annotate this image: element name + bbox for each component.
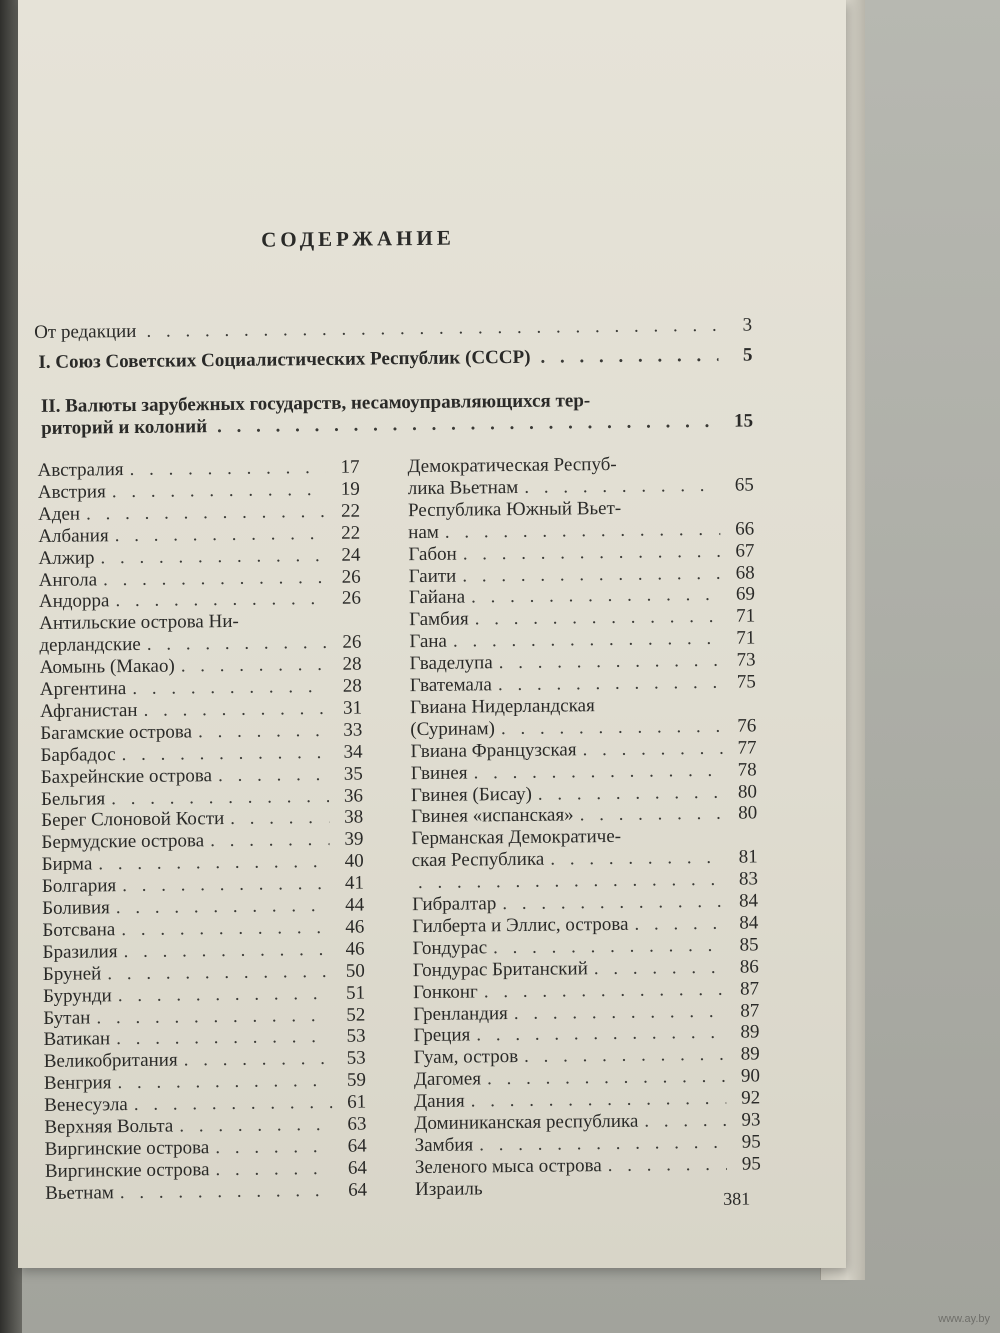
toc-entry-page: 73 [736, 649, 756, 671]
toc-entry-page: 22 [340, 500, 361, 522]
toc-entry-label: Великобритания [43, 1049, 178, 1073]
toc-entry-label: Доминиканская республика [414, 1110, 639, 1135]
toc-entry-label: Андорра [38, 590, 110, 613]
toc-entry-label: Виргинские острова [44, 1159, 210, 1182]
toc-entry-label: лика Вьетнам [407, 476, 519, 499]
leader-dots [134, 1092, 333, 1116]
leader-dots [210, 829, 330, 852]
toc-entry-label: Гилберта и Эллис, острова [412, 913, 629, 937]
toc-entry-label: Демократическая Респуб- [407, 453, 617, 478]
leader-dots [476, 1022, 725, 1047]
toc-entry-label: ская Республика [411, 848, 545, 872]
toc-entry-page: 84 [739, 890, 759, 912]
leader-dots [538, 781, 723, 805]
leader-dots [580, 803, 724, 827]
leader-dots [644, 1110, 726, 1133]
toc-entry-label: Дания [414, 1090, 465, 1113]
leader-dots [473, 759, 722, 784]
toc-entry-page: 63 [347, 1113, 367, 1135]
toc-entry-page: 28 [342, 675, 362, 697]
toc-entry-page: 86 [739, 956, 759, 978]
toc-entry-page: 22 [341, 522, 361, 544]
toc-entry-page: 36 [343, 785, 364, 807]
toc-entry-page: 50 [345, 960, 365, 982]
leader-dots [98, 851, 330, 875]
leader-dots [122, 873, 330, 897]
leader-dots [215, 1136, 333, 1159]
toc-entry-label: Республика Южный Вьет- [407, 497, 622, 521]
toc-entry-label: Аргентина [39, 678, 127, 700]
toc-entry-label: Верхняя Вольта [44, 1115, 174, 1138]
toc-entry-page: 93 [741, 1109, 761, 1131]
leader-dots [115, 523, 327, 547]
page-content [11, 0, 852, 1272]
leader-dots [86, 501, 326, 526]
toc-entry-label: Габон [408, 543, 457, 565]
toc-entry-page: 44 [345, 894, 365, 916]
toc-entry-label: Германская Демократиче- [411, 826, 622, 850]
toc-entry-page: 80 [737, 780, 758, 803]
toc-entry-label: нам [408, 521, 439, 543]
toc-entry-label: Дагомея [413, 1068, 482, 1091]
toc-entry-page: 77 [737, 737, 757, 759]
toc-entry-page: 89 [740, 1043, 760, 1065]
toc-entry-label: Австрия [37, 481, 106, 503]
leader-dots [121, 917, 330, 941]
toc-entry-label: Венесуэла [44, 1094, 128, 1117]
toc-entry-page: 39 [344, 828, 364, 851]
toc-entry-label: Антильские острова Ни- [39, 611, 239, 635]
toc-entry-page: 46 [345, 938, 365, 960]
leader-dots [471, 584, 721, 609]
leader-dots [181, 654, 328, 678]
toc-entry-page: 64 [348, 1179, 368, 1201]
toc-entry-label: Гватемала [409, 674, 493, 697]
leader-dots [484, 978, 725, 1003]
watermark: www.ay.by [938, 1313, 990, 1325]
toc-entry-label: Бермудские острова [41, 830, 205, 854]
toc-entry-ussr [38, 344, 752, 373]
toc-entry-label: Аомынь (Макао) [39, 655, 175, 679]
toc-entry-label: Багамские острова [40, 721, 193, 744]
leader-dots [121, 742, 328, 766]
toc-entry-page: 28 [342, 653, 362, 675]
leader-dots [215, 1158, 333, 1181]
toc-entry-page: 61 [347, 1091, 367, 1113]
leader-dots [116, 1026, 332, 1050]
toc-entry-page: 3 [742, 314, 753, 336]
toc-entry-label: Гана [409, 630, 448, 653]
toc-entry-label: Зеленого мыса острова [414, 1154, 602, 1178]
leader-dots [475, 606, 722, 631]
toc-entry-label: Гвиана Французская [410, 739, 577, 762]
leader-dots [453, 628, 722, 653]
toc-entry-page: 40 [344, 850, 364, 872]
toc-entry-label: Гондурас [412, 937, 488, 959]
leader-dots [184, 1048, 332, 1072]
toc-entry-label: Бахрейнские острова [40, 764, 213, 788]
leader-dots [462, 562, 721, 587]
toc-entry-page: 64 [347, 1135, 367, 1157]
leader-dots [107, 961, 331, 985]
toc-entry-label: Ватикан [43, 1028, 111, 1051]
toc-entry-page: 31 [342, 697, 363, 719]
toc-entry-label: риторий и колоний [41, 416, 208, 439]
leader-dots [230, 807, 329, 830]
toc-entry-page: 15 [733, 410, 754, 432]
toc-entry-label: Гвинея «испанская» [411, 804, 574, 828]
page-number: 381 [723, 1188, 751, 1209]
toc-entry-label: Бразилия [42, 940, 118, 963]
toc-entry-label: Гвинея (Бисау) [410, 783, 532, 806]
toc-entry-page: 95 [741, 1153, 761, 1175]
toc-entry-page: 35 [343, 763, 363, 785]
toc-entry-page: 38 [344, 806, 364, 829]
toc-entry-page: 53 [346, 1047, 366, 1070]
toc-entry-label: Гвинея [410, 762, 468, 784]
leader-dots [502, 891, 724, 915]
toc-entry-label: Австралия [37, 459, 124, 481]
toc-entry-page: 17 [340, 456, 360, 478]
toc-entry-label: Ботсвана [42, 919, 116, 941]
toc-entry-page: 92 [741, 1087, 761, 1109]
toc-entry [45, 1179, 367, 1204]
toc-entry-page: 89 [740, 1021, 760, 1044]
toc-entry-label: Гамбия [409, 608, 469, 631]
toc-entry-label: От редакции [34, 320, 137, 343]
leader-dots [463, 540, 721, 565]
toc-entry-label: Гуам, остров [413, 1046, 519, 1069]
toc-entry-label: Гонконг [412, 980, 478, 1003]
leader-dots [634, 913, 724, 936]
leader-dots [100, 545, 326, 569]
toc-entry-label: Бельгия [40, 787, 106, 810]
toc-entry-page: 75 [736, 671, 756, 693]
toc-entry-label: Гаити [408, 565, 457, 587]
toc-entry-label: Бирма [41, 853, 93, 876]
toc-entry-label: Алжир [38, 546, 95, 569]
leader-dots [594, 956, 725, 979]
toc-entry-label: Гибралтар [412, 893, 497, 916]
toc-entry-page: 85 [739, 934, 759, 956]
toc-entry-page: 76 [737, 715, 757, 737]
toc-entry-page: 26 [342, 631, 362, 653]
leader-dots [146, 315, 718, 343]
toc-entry-page: 64 [347, 1157, 368, 1179]
leader-dots [147, 632, 328, 656]
toc-entry-page: 5 [742, 344, 753, 366]
toc-entry-page: 65 [734, 474, 754, 496]
leader-dots [608, 1154, 727, 1177]
toc-entry-page: 71 [736, 627, 756, 649]
leader-dots [117, 1070, 332, 1094]
toc-entry-label: (Суринам) [410, 717, 496, 740]
leader-dots [524, 475, 720, 499]
leader-dots [501, 716, 723, 740]
leader-dots [112, 479, 326, 503]
toc-entry-foreign-line1: II. Валюты зарубежных государств, несамоуправляющихся тер- [40, 390, 591, 417]
toc-entry-page: 41 [344, 872, 365, 894]
leader-dots [132, 676, 328, 700]
page-title: СОДЕРЖАНИЕ [261, 225, 455, 252]
toc-entry-page: 83 [738, 868, 759, 890]
toc-entry-label: Замбия [414, 1134, 474, 1156]
toc-entry-label: Венгрия [43, 1072, 112, 1095]
leader-dots [445, 519, 721, 544]
leader-dots [111, 785, 329, 809]
toc-entry-label: Боливия [42, 897, 110, 919]
toc-entry-page: 59 [346, 1069, 367, 1091]
leader-dots [217, 411, 719, 438]
toc-entry-page: 33 [343, 719, 363, 741]
toc-entry-label: Бутан [43, 1006, 91, 1029]
toc-entry-page: 53 [346, 1025, 366, 1048]
toc-entry-label: Афганистан [39, 699, 138, 722]
toc-entry-page: 67 [735, 540, 755, 562]
toc-entry-page: 26 [341, 566, 361, 588]
toc-entry-page: 51 [345, 982, 366, 1004]
leader-dots [487, 1066, 726, 1091]
toc-entry-label: Гондурас Британский [412, 957, 588, 981]
toc-entry-label: Ангола [38, 568, 98, 591]
toc-entry-label: Гваделупа [409, 652, 493, 675]
leader-dots [179, 1114, 332, 1138]
toc-entry-page: 71 [736, 605, 756, 627]
leader-dots [218, 764, 329, 787]
toc-entry-label: Албания [38, 524, 109, 547]
toc-entry-page: 34 [343, 741, 363, 763]
toc-entry-editorial [34, 314, 752, 344]
toc-entry-label: дерландские [39, 634, 141, 657]
leader-dots [499, 650, 722, 674]
toc-entry-page: 46 [345, 916, 365, 938]
leader-dots [103, 566, 327, 590]
leader-dots [198, 720, 329, 743]
leader-dots [582, 738, 722, 761]
toc-entry-label: Аден [37, 503, 81, 525]
toc-entry-page: 66 [735, 518, 755, 540]
leader-dots [479, 1132, 727, 1157]
toc-entry-label: Бурунди [42, 984, 112, 1007]
toc-entry-page: 87 [739, 978, 760, 1000]
toc-entry-page: 24 [341, 544, 361, 566]
toc-entry-page: 19 [340, 478, 360, 500]
toc-entry-label: I. Союз Советских Социалистических Республик (СССР) [38, 346, 531, 373]
leader-dots [471, 1088, 727, 1113]
toc-entry-page: 26 [341, 587, 362, 610]
toc-entry-label: Гвиана Нидерландская [409, 695, 595, 718]
toc-entry-label: Барбадос [40, 743, 116, 766]
toc-entry-page: 80 [738, 802, 758, 825]
toc-entry-page: 90 [740, 1065, 761, 1087]
leader-dots [524, 1044, 726, 1068]
toc-entry-label: Гренландия [413, 1002, 508, 1025]
leader-dots [514, 1000, 726, 1024]
toc-entry-label: Берег Слоновой Кости [41, 808, 225, 832]
toc-entry-page: 81 [738, 846, 758, 868]
leader-dots [96, 1004, 331, 1028]
toc-entry-label: Бруней [42, 963, 102, 985]
toc-entry-label: Болгария [41, 875, 117, 898]
toc-entry-label: Израиль [415, 1178, 483, 1200]
leader-dots [493, 935, 725, 959]
leader-dots [130, 457, 326, 481]
toc-entry-page: 68 [735, 561, 755, 584]
toc-entry-label: Виргинские острова [44, 1137, 210, 1160]
toc-entry-label: Гайана [408, 586, 466, 609]
leader-dots [120, 1180, 334, 1204]
leader-dots [143, 698, 328, 722]
toc-entry-label: Вьетнам [45, 1181, 114, 1204]
toc-entry-page: 78 [737, 759, 757, 781]
toc-entry-page: 84 [739, 912, 759, 934]
toc-entry [415, 1175, 761, 1201]
leader-dots [550, 847, 724, 871]
toc-entry-page: 87 [740, 999, 760, 1022]
toc-entry-page: 52 [346, 1004, 366, 1026]
leader-dots [118, 983, 332, 1007]
book-page [18, 0, 846, 1268]
toc-entry-label: Греция [413, 1024, 471, 1047]
toc-entry-page: 95 [741, 1131, 761, 1153]
leader-dots [540, 345, 718, 369]
toc-entry-page: 69 [735, 583, 756, 606]
leader-dots [116, 895, 331, 919]
leader-dots [123, 939, 330, 963]
leader-dots [115, 588, 327, 612]
leader-dots [498, 672, 722, 696]
